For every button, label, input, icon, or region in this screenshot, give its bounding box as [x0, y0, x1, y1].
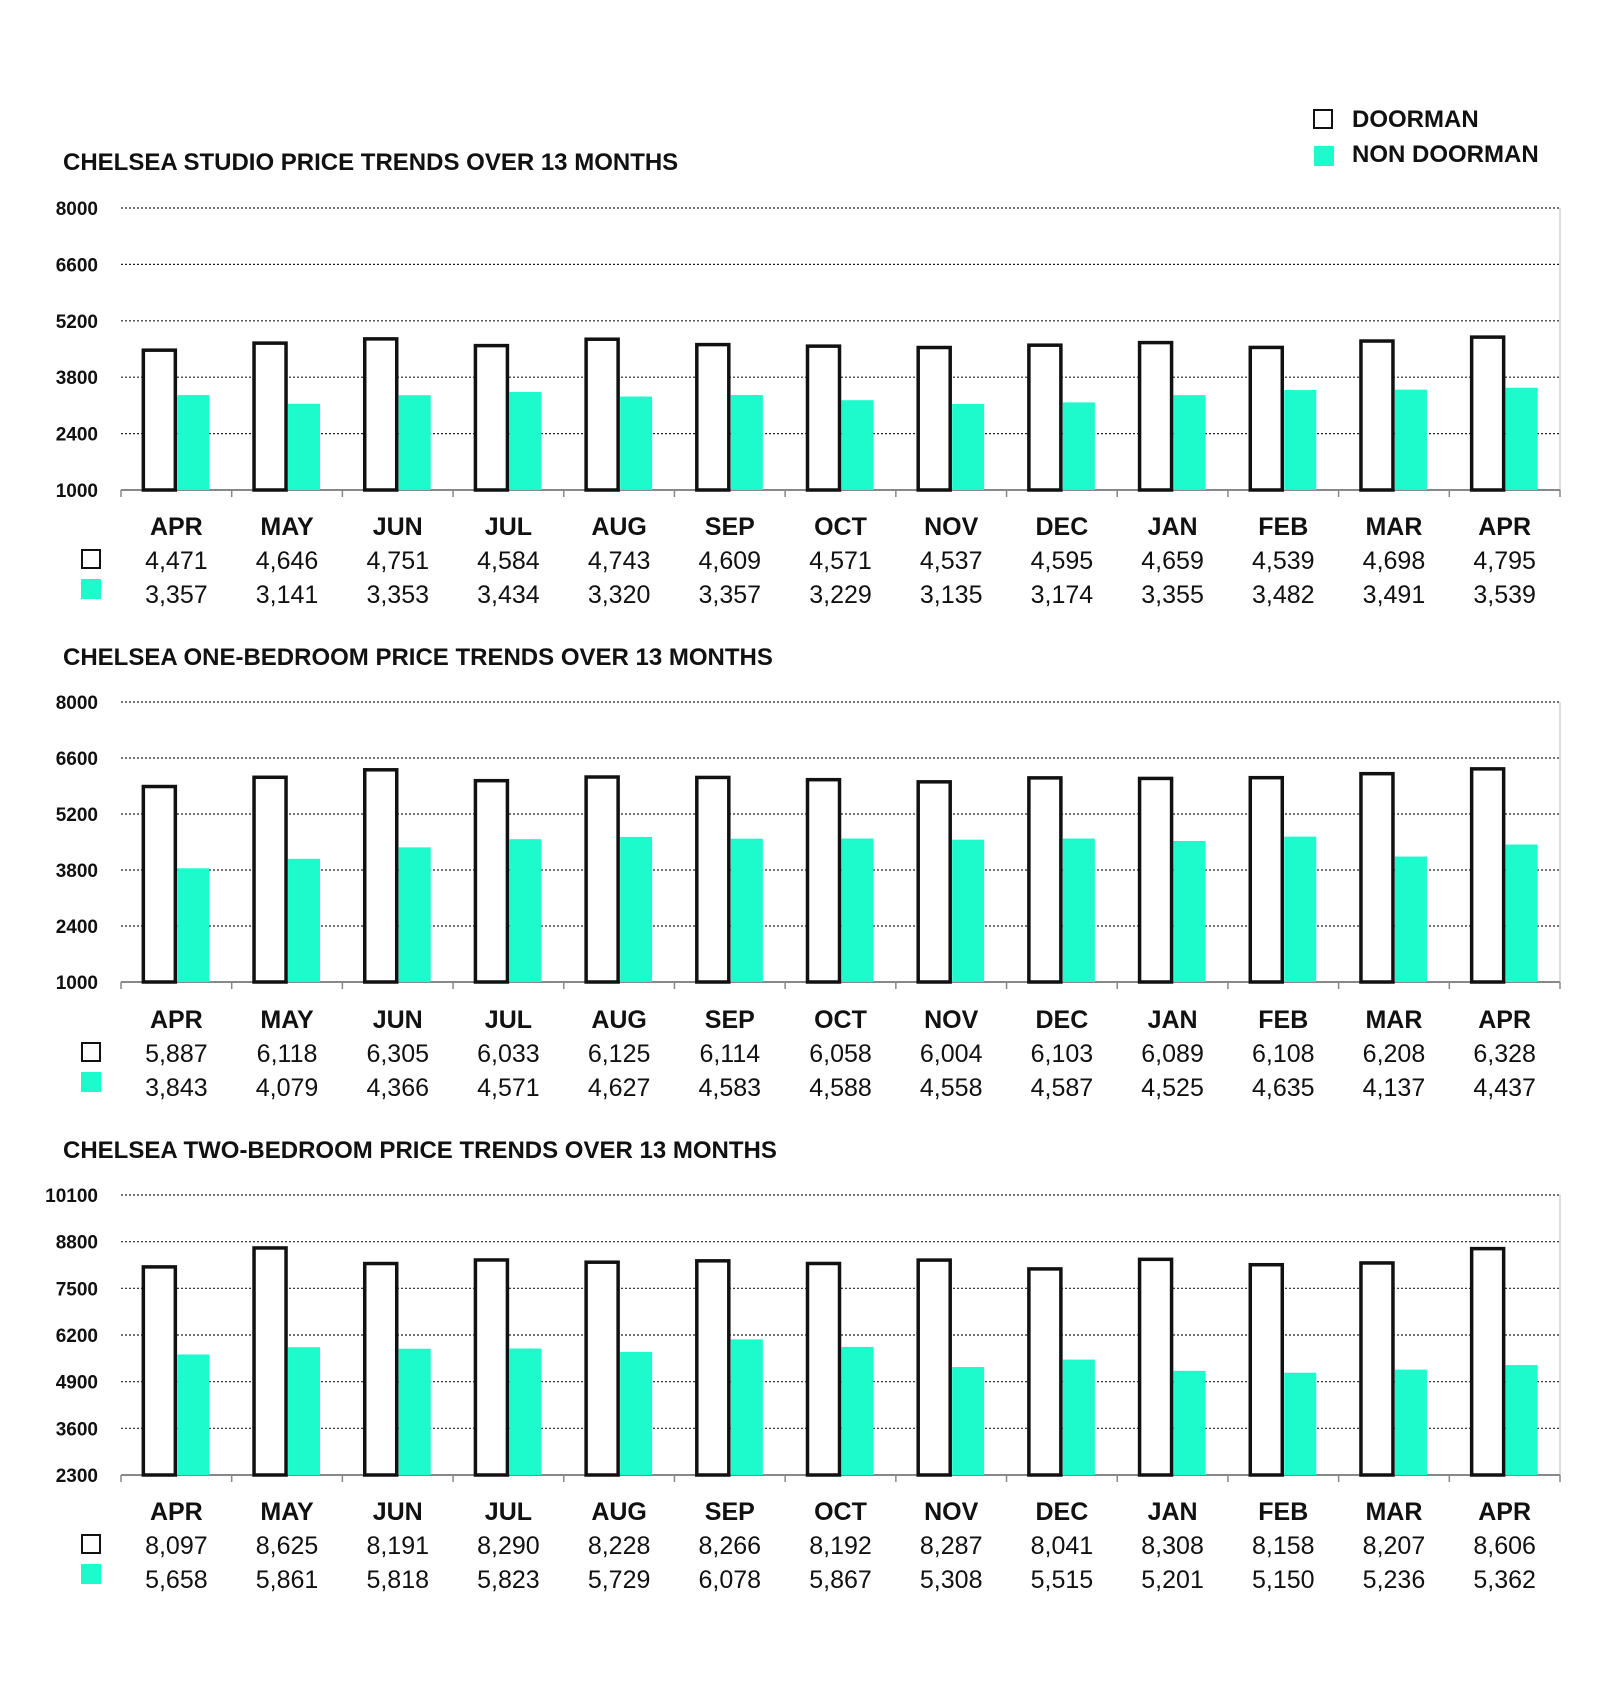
bar-non-doorman [177, 395, 209, 490]
category-label: AUG [591, 513, 647, 541]
bar-doorman [808, 780, 840, 982]
bar-doorman [1361, 1263, 1393, 1475]
bar-non-doorman [952, 840, 984, 982]
value-doorman: 8,228 [587, 1532, 651, 1560]
value-doorman: 6,305 [366, 1040, 430, 1068]
category-label: APR [1478, 1498, 1532, 1526]
legend-swatch-doorman [1314, 110, 1332, 128]
value-non-doorman: 3,482 [1251, 581, 1315, 609]
bar-doorman [1472, 769, 1504, 982]
bar-non-doorman [288, 1347, 320, 1475]
value-non-doorman: 3,229 [809, 581, 872, 609]
bar-doorman [365, 1264, 397, 1475]
bar-doorman [918, 348, 950, 490]
bar-non-doorman [1063, 1360, 1095, 1475]
bar-doorman [918, 1260, 950, 1475]
y-tick-label: 6600 [55, 749, 98, 770]
value-non-doorman: 3,539 [1473, 581, 1536, 609]
y-tick-label: 5200 [55, 805, 98, 826]
bar-non-doorman [1063, 402, 1095, 490]
bar-doorman [697, 1261, 729, 1475]
value-doorman: 8,192 [809, 1532, 872, 1560]
value-doorman: 6,004 [919, 1040, 983, 1068]
value-doorman: 4,609 [698, 547, 762, 575]
value-non-doorman: 3,135 [919, 581, 983, 609]
value-non-doorman: 4,627 [587, 1074, 651, 1102]
category-label: MAY [260, 513, 314, 541]
bar-non-doorman [1174, 395, 1206, 490]
y-tick-label: 7500 [55, 1279, 98, 1301]
value-doorman: 4,539 [1251, 547, 1315, 575]
bar-doorman [1250, 347, 1282, 490]
value-non-doorman: 3,174 [1030, 581, 1094, 609]
bar-non-doorman [620, 397, 652, 490]
bar-non-doorman [1284, 837, 1316, 982]
legend-swatch-non-doorman [1314, 146, 1334, 166]
value-doorman: 6,328 [1473, 1040, 1536, 1068]
value-non-doorman: 4,079 [255, 1074, 319, 1102]
bar-non-doorman [1506, 845, 1538, 982]
value-non-doorman: 5,150 [1251, 1566, 1315, 1594]
bar-doorman [143, 1267, 175, 1475]
bar-non-doorman [177, 1354, 209, 1475]
category-label: OCT [814, 1498, 867, 1526]
bar-non-doorman [952, 404, 984, 490]
bar-doorman [1029, 778, 1061, 982]
value-non-doorman: 5,867 [809, 1566, 872, 1594]
bar-doorman [254, 343, 286, 490]
bar-doorman [143, 787, 175, 982]
value-non-doorman: 3,357 [145, 581, 208, 609]
bar-non-doorman [1506, 388, 1538, 490]
y-tick-label: 2400 [55, 917, 98, 938]
category-label: JUL [484, 1498, 533, 1526]
value-doorman: 6,103 [1030, 1040, 1094, 1068]
y-tick-label: 1000 [55, 481, 98, 502]
value-non-doorman: 3,434 [477, 581, 540, 609]
y-tick-label: 6600 [55, 255, 98, 277]
y-tick-label: 8000 [55, 199, 98, 220]
y-tick-label: 10100 [45, 1186, 98, 1207]
value-non-doorman: 3,141 [255, 581, 319, 609]
category-label: FEB [1258, 1498, 1309, 1526]
value-doorman: 4,659 [1141, 547, 1204, 575]
category-label: APR [149, 1006, 203, 1034]
bar-doorman [254, 1248, 286, 1475]
category-label: NOV [924, 1498, 979, 1526]
value-doorman: 6,114 [699, 1040, 761, 1068]
value-doorman: 4,743 [587, 547, 651, 575]
category-label: MAR [1365, 513, 1423, 541]
category-label: NOV [924, 513, 979, 541]
value-doorman: 4,646 [255, 547, 319, 575]
bar-doorman [365, 770, 397, 982]
bar-doorman [143, 350, 175, 490]
bar-non-doorman [731, 395, 763, 490]
value-doorman: 6,108 [1251, 1040, 1315, 1068]
bar-non-doorman [1174, 841, 1206, 982]
bar-non-doorman [731, 1339, 763, 1475]
category-label: SEP [704, 513, 755, 541]
value-doorman: 8,266 [698, 1532, 762, 1560]
y-tick-label: 4900 [55, 1372, 98, 1394]
bar-non-doorman [399, 395, 431, 490]
bar-doorman [697, 777, 729, 982]
value-non-doorman: 4,571 [477, 1074, 540, 1102]
chart-panel-1 [56, 149, 1560, 609]
category-label: JUL [484, 1006, 533, 1034]
row-marker-doorman [82, 1535, 100, 1553]
charts [45, 149, 1560, 1594]
bar-non-doorman [1395, 857, 1427, 982]
value-doorman: 6,118 [256, 1040, 318, 1068]
bar-doorman [1361, 774, 1393, 982]
value-doorman: 6,089 [1141, 1040, 1204, 1068]
value-non-doorman: 3,843 [145, 1074, 208, 1102]
category-label: APR [1478, 1006, 1532, 1034]
bar-doorman [697, 345, 729, 490]
bar-non-doorman [1284, 390, 1316, 490]
chart-panel-2 [56, 644, 1560, 1102]
category-label: JUN [372, 1006, 423, 1034]
bar-doorman [1140, 778, 1172, 982]
bar-non-doorman [399, 1349, 431, 1475]
bar-non-doorman [1284, 1373, 1316, 1475]
y-tick-label: 8000 [55, 693, 98, 714]
bar-doorman [1472, 1249, 1504, 1475]
category-label: SEP [704, 1498, 755, 1526]
value-doorman: 8,606 [1473, 1532, 1536, 1560]
y-tick-label: 5200 [55, 311, 98, 333]
y-tick-label: 2400 [55, 424, 98, 446]
value-non-doorman: 5,818 [366, 1566, 430, 1594]
chart-panel-3 [45, 1137, 1560, 1594]
value-non-doorman: 5,823 [477, 1566, 540, 1594]
row-marker-non-doorman [81, 1072, 101, 1092]
category-label: FEB [1258, 1006, 1309, 1034]
value-doorman: 8,191 [366, 1532, 430, 1560]
value-doorman: 8,207 [1362, 1532, 1426, 1560]
value-non-doorman: 5,658 [145, 1566, 208, 1594]
bar-non-doorman [1395, 390, 1427, 490]
category-label: APR [149, 513, 203, 541]
bar-doorman [475, 1260, 507, 1475]
bar-non-doorman [1174, 1371, 1206, 1475]
category-label: OCT [814, 1006, 867, 1034]
value-non-doorman: 5,236 [1362, 1566, 1426, 1594]
value-non-doorman: 4,558 [919, 1074, 983, 1102]
chart-title: CHELSEA STUDIO PRICE TRENDS OVER 13 MONTHS [63, 149, 679, 176]
row-marker-non-doorman [81, 579, 101, 599]
category-label: JUN [372, 513, 423, 541]
category-label: MAR [1365, 1006, 1423, 1034]
value-non-doorman: 5,729 [587, 1566, 651, 1594]
bar-doorman [586, 1262, 618, 1475]
category-label: SEP [704, 1006, 755, 1034]
category-label: MAR [1365, 1498, 1423, 1526]
bar-doorman [1472, 337, 1504, 490]
bar-doorman [586, 339, 618, 490]
value-non-doorman: 3,355 [1141, 581, 1204, 609]
category-label: DEC [1035, 513, 1089, 541]
category-label: APR [149, 1498, 203, 1526]
value-non-doorman: 3,491 [1362, 581, 1426, 609]
value-non-doorman: 5,861 [255, 1566, 319, 1594]
row-marker-doorman [82, 550, 100, 568]
value-doorman: 4,751 [366, 547, 430, 575]
category-label: JAN [1147, 1498, 1198, 1526]
bar-non-doorman [288, 859, 320, 982]
value-doorman: 8,097 [145, 1532, 208, 1560]
y-tick-label: 8800 [55, 1232, 98, 1254]
category-label: AUG [591, 1006, 647, 1034]
value-non-doorman: 4,635 [1251, 1074, 1315, 1102]
bar-non-doorman [620, 837, 652, 982]
bar-non-doorman [842, 400, 874, 490]
bar-doorman [1250, 778, 1282, 982]
bar-non-doorman [842, 838, 874, 982]
value-doorman: 4,471 [145, 547, 208, 575]
bar-doorman [365, 339, 397, 490]
bar-doorman [586, 777, 618, 982]
y-tick-label: 2300 [55, 1466, 98, 1487]
value-non-doorman: 4,137 [1362, 1074, 1426, 1102]
bar-doorman [254, 777, 286, 982]
bar-doorman [1361, 341, 1393, 490]
bar-doorman [475, 346, 507, 490]
value-non-doorman: 4,587 [1030, 1074, 1094, 1102]
bar-non-doorman [1395, 1370, 1427, 1475]
row-marker-doorman [82, 1043, 100, 1061]
value-non-doorman: 3,357 [698, 581, 762, 609]
bar-doorman [1029, 1269, 1061, 1475]
value-doorman: 6,033 [477, 1040, 540, 1068]
bar-doorman [1250, 1265, 1282, 1475]
value-non-doorman: 5,201 [1141, 1566, 1204, 1594]
value-doorman: 6,125 [587, 1040, 651, 1068]
category-label: JAN [1147, 1006, 1198, 1034]
bar-doorman [808, 346, 840, 490]
bar-doorman [808, 1263, 840, 1475]
bar-non-doorman [509, 839, 541, 982]
bar-doorman [1140, 1259, 1172, 1475]
value-non-doorman: 4,525 [1141, 1074, 1204, 1102]
legend-label-doorman: DOORMAN [1352, 106, 1479, 133]
y-tick-label: 3600 [55, 1419, 98, 1441]
value-non-doorman: 4,366 [366, 1074, 430, 1102]
value-doorman: 8,287 [919, 1532, 983, 1560]
value-doorman: 4,698 [1362, 547, 1426, 575]
value-doorman: 4,571 [809, 547, 872, 575]
value-non-doorman: 5,362 [1473, 1566, 1536, 1594]
chart-title: CHELSEA TWO-BEDROOM PRICE TRENDS OVER 13 MONTHS [63, 1137, 777, 1164]
bar-non-doorman [177, 868, 209, 982]
category-label: JUN [372, 1498, 423, 1526]
value-non-doorman: 5,308 [919, 1566, 983, 1594]
legend-label-non-doorman: NON DOORMAN [1352, 141, 1539, 168]
value-non-doorman: 4,437 [1473, 1074, 1536, 1102]
category-label: APR [1478, 513, 1532, 541]
bar-non-doorman [509, 1349, 541, 1475]
value-doorman: 8,290 [477, 1532, 540, 1560]
category-label: JUL [484, 513, 533, 541]
category-label: DEC [1035, 1006, 1089, 1034]
bar-non-doorman [1506, 1365, 1538, 1475]
category-label: OCT [814, 513, 867, 541]
value-doorman: 4,795 [1473, 547, 1536, 575]
bar-doorman [918, 782, 950, 982]
value-doorman: 8,041 [1030, 1532, 1094, 1560]
y-tick-label: 3800 [55, 368, 98, 390]
value-doorman: 8,158 [1251, 1532, 1315, 1560]
value-doorman: 4,584 [477, 547, 540, 575]
bar-non-doorman [288, 404, 320, 490]
bar-non-doorman [620, 1352, 652, 1475]
chart-title: CHELSEA ONE-BEDROOM PRICE TRENDS OVER 13 MONTHS [63, 644, 773, 671]
bar-doorman [475, 781, 507, 982]
legend [1314, 106, 1539, 168]
value-doorman: 4,537 [919, 547, 983, 575]
value-doorman: 6,208 [1362, 1040, 1426, 1068]
bar-doorman [1140, 343, 1172, 490]
value-non-doorman: 3,353 [366, 581, 430, 609]
category-label: MAY [260, 1498, 314, 1526]
bar-non-doorman [509, 392, 541, 490]
bar-doorman [1029, 345, 1061, 490]
y-tick-label: 6200 [55, 1326, 98, 1347]
bar-non-doorman [1063, 839, 1095, 982]
category-label: JAN [1147, 513, 1198, 541]
category-label: AUG [591, 1498, 647, 1526]
value-doorman: 8,625 [255, 1532, 319, 1560]
bar-non-doorman [842, 1347, 874, 1475]
value-non-doorman: 3,320 [587, 581, 651, 609]
y-tick-label: 3800 [55, 861, 98, 882]
bar-non-doorman [952, 1367, 984, 1475]
value-non-doorman: 5,515 [1030, 1566, 1094, 1594]
bar-non-doorman [731, 839, 763, 982]
row-marker-non-doorman [81, 1564, 101, 1584]
value-non-doorman: 4,588 [809, 1074, 872, 1102]
y-tick-label: 1000 [55, 973, 98, 994]
value-doorman: 4,595 [1030, 547, 1094, 575]
value-non-doorman: 6,078 [698, 1566, 762, 1594]
value-doorman: 8,308 [1141, 1532, 1204, 1560]
category-label: FEB [1258, 513, 1309, 541]
value-non-doorman: 4,583 [698, 1074, 762, 1102]
category-label: NOV [924, 1006, 979, 1034]
category-label: MAY [260, 1006, 314, 1034]
value-doorman: 5,887 [145, 1040, 208, 1068]
value-doorman: 6,058 [809, 1040, 872, 1068]
bar-non-doorman [399, 847, 431, 982]
category-label: DEC [1035, 1498, 1089, 1526]
